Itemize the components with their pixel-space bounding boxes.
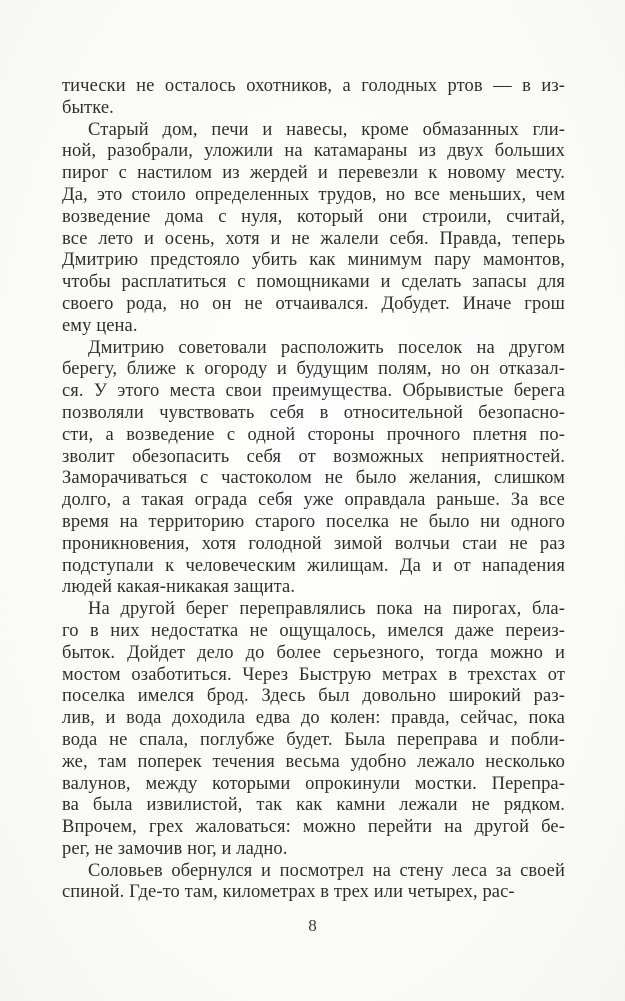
text-line: проникновения, хотя голодной зимой волчьи стаи не раз [62, 533, 565, 554]
text-line: людей какая-никакая защита. [62, 577, 296, 598]
paragraph [62, 76, 565, 120]
text-line: бытке. [62, 97, 114, 118]
paragraph [62, 338, 565, 600]
text-line: возведение дома с нуля, который они строили, считай, [62, 206, 565, 227]
text-line: время на территорию старого поселка не было ни одного [62, 511, 565, 532]
text-line: Старый дом, печи и навесы, кроме обмазанных гли- [88, 119, 565, 140]
text-line: тически не осталось охотников, а голодных ртов — в из- [62, 76, 565, 96]
text-line: берегу, ближе к огороду и будущим полям, но он отказал- [62, 359, 565, 380]
text-line: ся. У этого места свои преимущества. Обрывистые берега [62, 381, 565, 402]
text-line: спиной. Где-то там, километрах в трех или четырех, рас- [62, 882, 515, 903]
text-line: позволяли чувствовать себя в относительной безопасно- [62, 402, 565, 423]
page-number: 8 [308, 916, 317, 935]
text-line: подступали к человеческим жилищам. Да и от нападения [62, 555, 565, 576]
text-line: рег, не замочив ног, и ладно. [62, 838, 288, 859]
text-line: го в них недостатка не ощущалось, имелся даже переиз- [62, 620, 565, 641]
text-line: же, там поперек течения весьма удобно лежало несколько [62, 751, 565, 772]
text-line: Впрочем, грех жаловаться: можно перейти на другой бе- [62, 817, 565, 838]
text-line: вода не спала, поглубже будет. Была переправа и побли- [62, 729, 565, 750]
text-line: долго, а такая ограда себя уже оправдала раньше. За все [62, 490, 565, 511]
paragraph [62, 120, 565, 338]
text-line: валунов, между которыми опрокинули мостки. Перепра- [62, 773, 565, 794]
text-line: Да, это стоило определенных трудов, но все меньших, чем [62, 184, 565, 205]
text-line: быток. Дойдет дело до более серьезного, тогда можно и [62, 642, 565, 663]
text-line: чтобы расплатиться с помощниками и сделать запасы для [62, 272, 565, 293]
paragraph [62, 861, 565, 905]
text-line: ной, разобрали, уложили на катамараны из двух больших [62, 141, 565, 162]
text-line: сти, а возведение с одной стороны прочного плетня по- [62, 424, 565, 445]
text-line: мостом озаботиться. Через Быструю метрах в трехстах от [62, 664, 565, 685]
text-line: На другой берег переправлялись пока на пирогах, бла- [88, 599, 565, 620]
text-line: ва была извилистой, так как камни лежали не рядком. [62, 795, 565, 816]
text-line: пирог с настилом из жердей и перевезли к новому месту. [62, 163, 565, 184]
text-line: поселка имелся брод. Здесь был довольно широкий раз- [62, 686, 565, 707]
text-line: Соловьев обернулся и посмотрел на стену леса за своей [88, 860, 565, 881]
text-line: Дмитрию советовали расположить поселок на другом [88, 337, 565, 358]
text-line: ему цена. [62, 315, 138, 336]
text-line: все лето и осень, хотя и не жалели себя. Правда, теперь [62, 228, 565, 249]
text-line: Заморачиваться с частоколом не было желания, слишком [62, 468, 565, 489]
text-line: Дмитрию предстояло убить как минимум пару мамонтов, [62, 250, 565, 271]
text-line: лив, и вода доходила едва до колен: правда, сейчас, пока [62, 708, 565, 729]
text-line: своего рода, но он не отчаивался. Добудет. Иначе грош [62, 293, 565, 314]
paragraph [62, 599, 565, 861]
page-text [62, 76, 565, 904]
text-line: зволит обезопасить себя от возможных неприятностей. [62, 446, 565, 467]
